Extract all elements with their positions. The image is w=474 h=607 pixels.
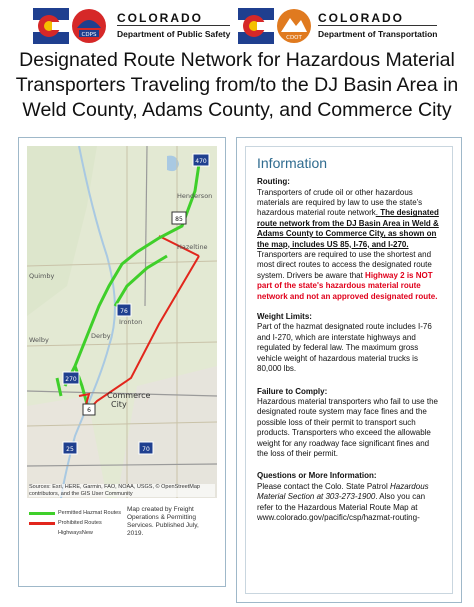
legend-highways: HighwaysNew — [29, 530, 93, 536]
questions-heading: Questions or More Information: — [257, 471, 377, 481]
legend-permitted: Permitted Hazmat Routes — [29, 510, 121, 516]
colorado-flag-icon — [33, 8, 69, 44]
questions-text: Please contact the Colo. State Patrol Hazardous Material Section at 303-273-1900. Also you can refer to the Hazardous Material Route Map at www.colorado.gov/pacific/csp/hazmat-routing- — [257, 481, 429, 523]
failure-heading: Failure to Comply: — [257, 386, 328, 396]
cdps-seal-icon — [71, 8, 107, 44]
svg-text:470: 470 — [195, 158, 207, 165]
map-legend — [27, 502, 217, 582]
hazmat-route-link[interactable]: www.colorado.gov/pacific/csp/hazmat-routing- — [257, 513, 420, 523]
title-line-3: Weld County, Adams County, and Commerce City — [22, 99, 452, 121]
label-henderson: Henderson — [177, 192, 213, 200]
title-line-2: Transporters Traveling from/to the DJ Basin Area in — [15, 74, 459, 96]
route-map[interactable] — [27, 146, 217, 498]
svg-text:270: 270 — [65, 376, 77, 383]
failure-text: Hazardous material transporters who fail to use the designated route system may face fines and the possible loss of their permit to transport such products. Transporters who exceed the allowable weight for any roadway face significant fines and the loss of their permit. — [257, 397, 438, 459]
svg-text:76: 76 — [120, 308, 128, 315]
svg-text:85: 85 — [175, 216, 183, 223]
map-credit: Sources: Esri, HERE, Garmin, FAO, NOAA, USGS, © OpenStreetMap contributors, and the GIS User Community — [29, 484, 215, 497]
label-commerce-city: Commerce City — [107, 391, 151, 409]
info-box — [245, 146, 453, 594]
svg-text:25: 25 — [66, 446, 74, 453]
colorado-flag-icon — [238, 8, 274, 44]
shield-i6-icon — [83, 404, 95, 415]
label-welby: Welby — [29, 336, 49, 344]
routing-heading: Routing: — [257, 177, 290, 186]
shield-i470-icon — [193, 154, 209, 166]
info-heading: Information — [257, 155, 328, 171]
info-panel — [236, 137, 462, 603]
legend-highways-swatch — [29, 532, 55, 535]
header-logos — [0, 6, 474, 46]
label-hazeltine: Hazeltine — [177, 243, 208, 251]
legend-permitted-swatch — [29, 512, 55, 515]
label-ironton: Ironton — [119, 318, 143, 326]
map-svg — [27, 146, 217, 498]
weight-text: Part of the hazmat designated route includes I-76 and I-270, which are interstate highways and regulated by federal law. The maximum gross vehicle weight of hazardous material trucks is 80,000 lbs. — [257, 322, 432, 374]
svg-text:6: 6 — [87, 407, 91, 414]
label-derby: Derby — [91, 332, 111, 340]
legend-prohibited-swatch — [29, 522, 55, 525]
routing-text: Transporters of crude oil or other hazardous materials are required by law to use the state's hazardous material route network. The designated route network from the DJ Basin Area in Weld & Adams County to Commerce City, as shown on the map, includes US 85, I-76, and I-270. Transporters are required to use the shortest and most direct routes to access the designated route system. Drivers be aware that Highway 2 is NOT part of the state's hazardous material route network and not an approved designated route. — [257, 187, 439, 301]
cdps-logo-text: COLORADO Department of Public Safety — [117, 11, 231, 39]
cdot-logo-text: COLORADO Department of Transportation — [318, 11, 438, 39]
svg-text:CDPS: CDPS — [81, 32, 97, 38]
shield-i25-icon — [63, 442, 77, 454]
shield-us85-icon — [172, 212, 186, 224]
svg-text:70: 70 — [142, 446, 150, 453]
cdot-seal-icon — [276, 8, 312, 44]
svg-text:CDOT: CDOT — [286, 35, 302, 41]
label-quimby: Quimby — [29, 272, 55, 280]
map-created-note: Map created by Freight Operations & Permitting Services. Published July, 2019. — [127, 506, 199, 537]
title-line-1: Designated Route Network for Hazardous Material — [19, 49, 455, 71]
legend-prohibited: Prohibited Routes — [29, 520, 102, 526]
shield-i70-icon — [139, 442, 153, 454]
shield-i76-icon — [117, 304, 131, 316]
page-title — [10, 48, 464, 123]
weight-heading: Weight Limits: — [257, 311, 312, 321]
shield-i270-icon — [63, 372, 79, 384]
map-panel — [18, 137, 226, 587]
